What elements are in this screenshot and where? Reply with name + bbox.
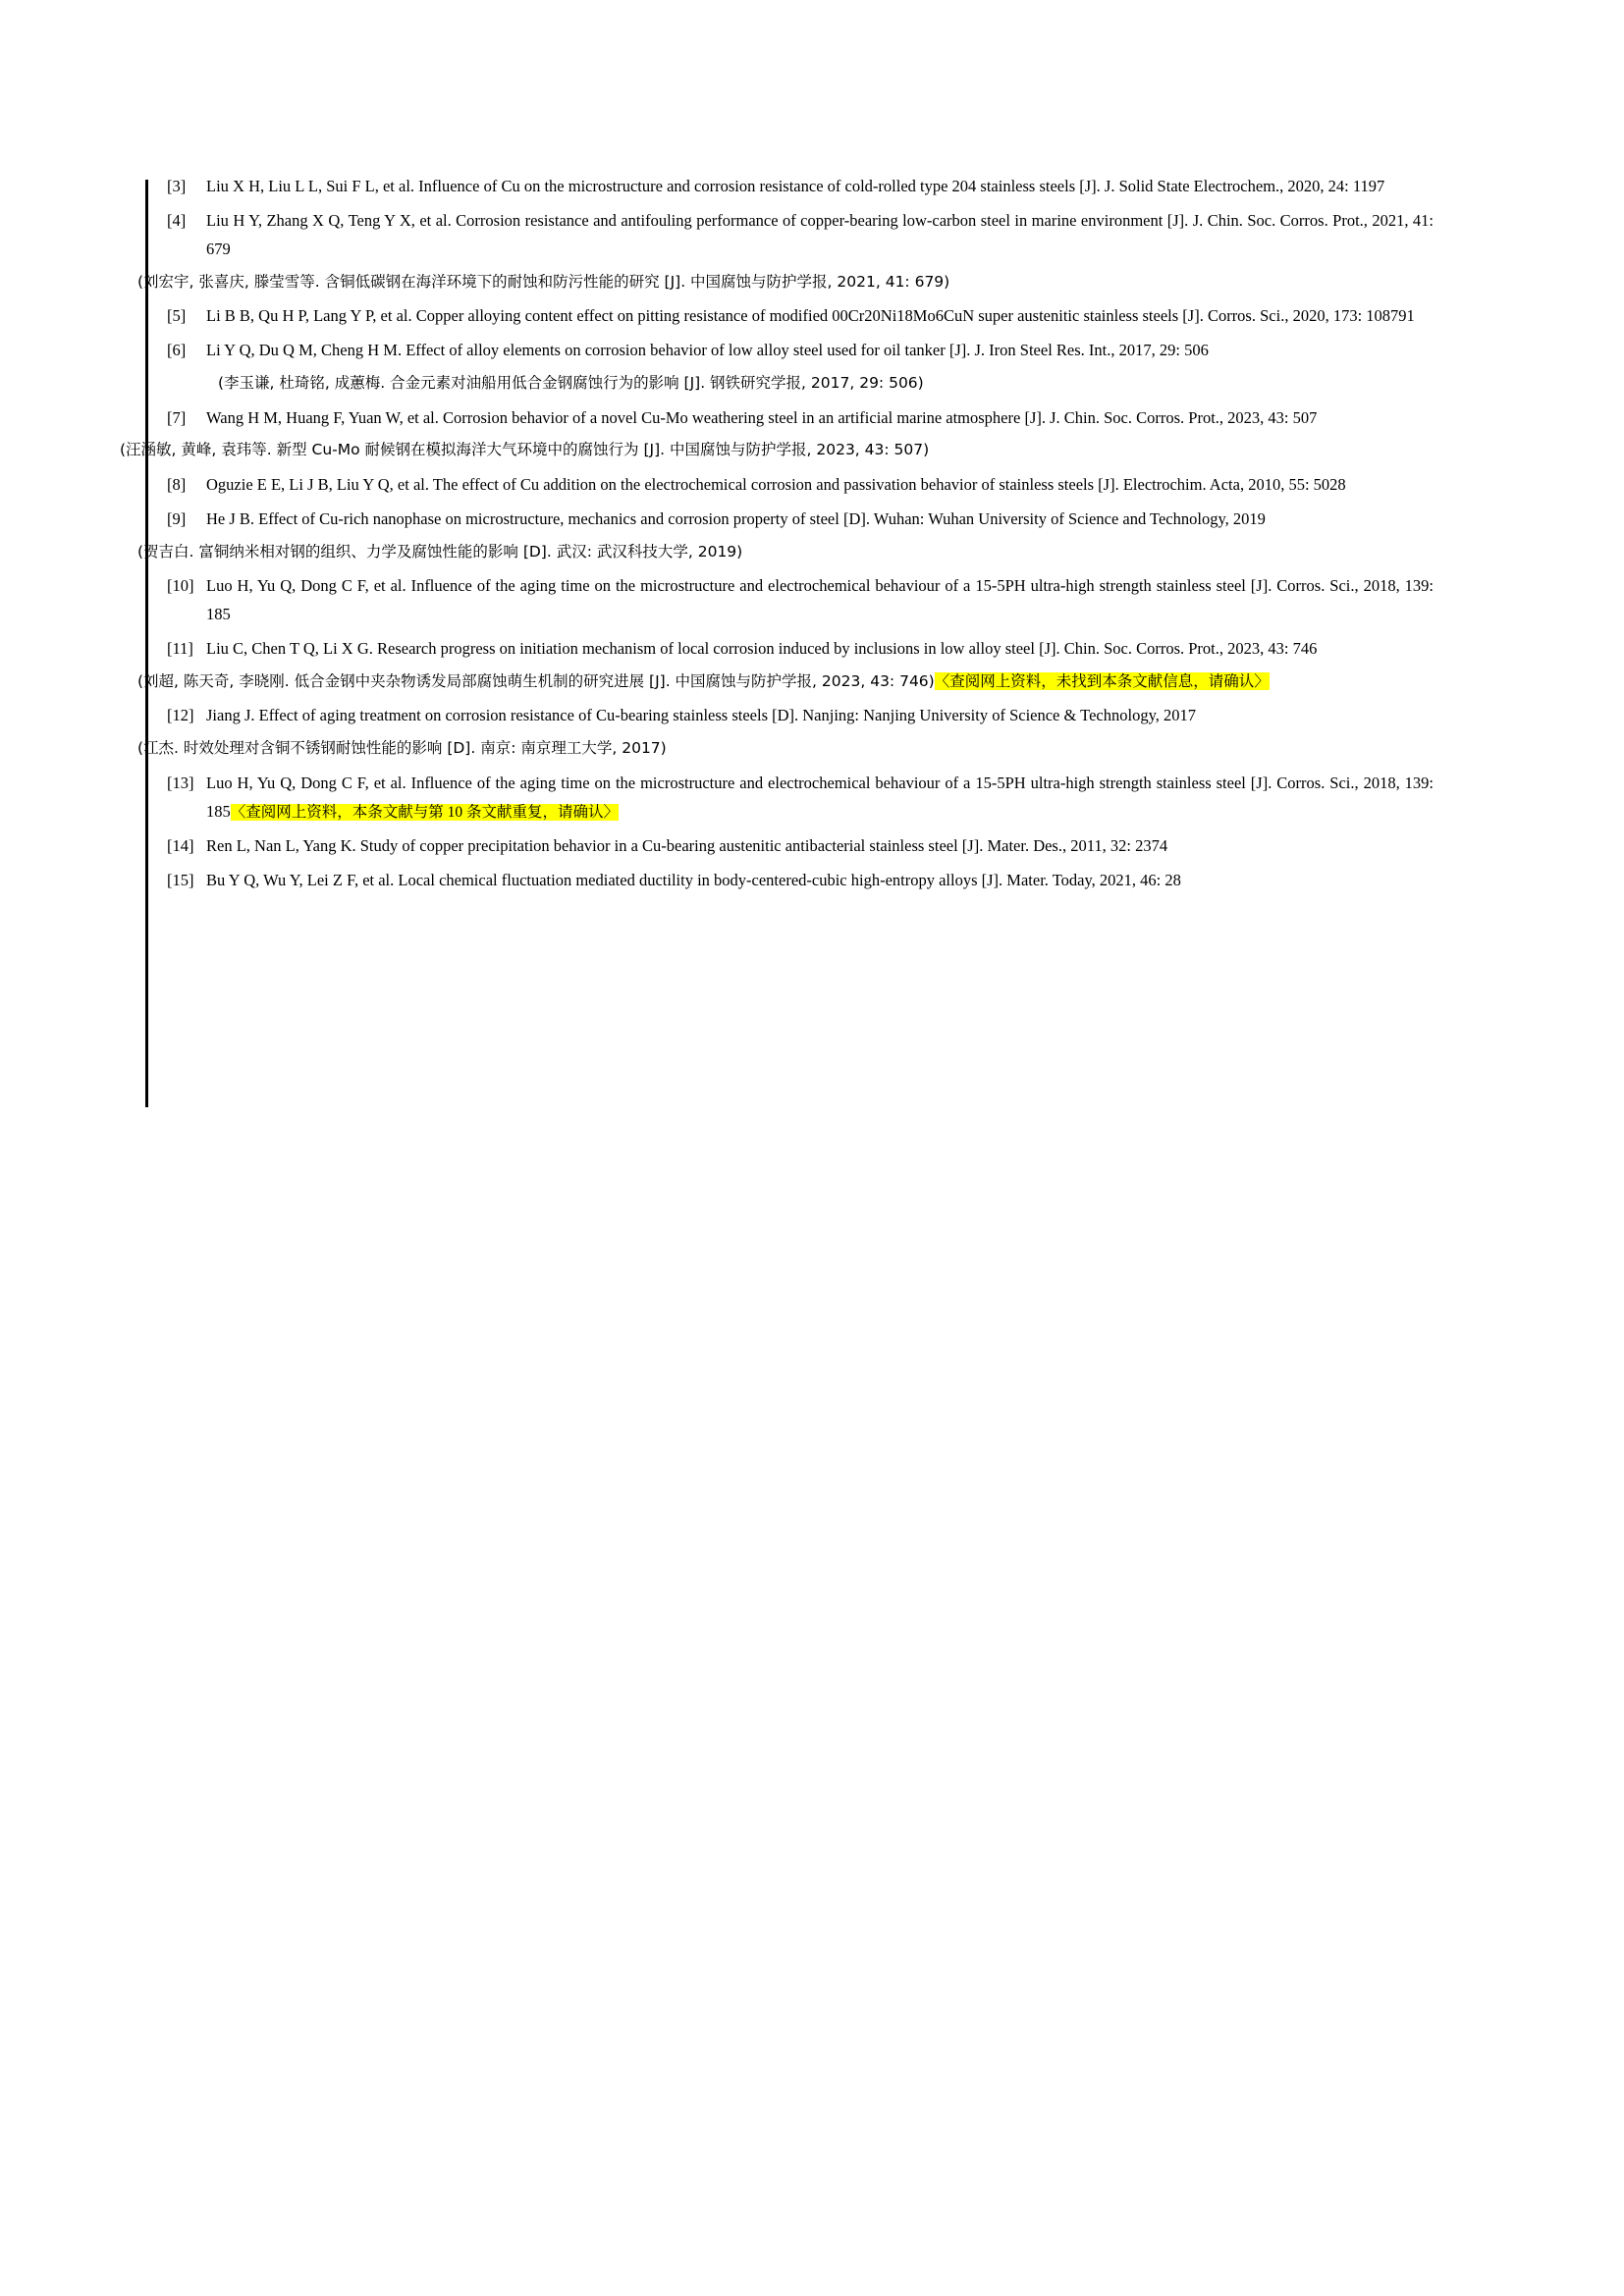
page-bottom-spacer xyxy=(147,900,1434,939)
reference-number: [6] xyxy=(167,341,187,360)
reference-entry xyxy=(147,403,1434,432)
reference-list xyxy=(120,172,1434,939)
reference-text: Bu Y Q, Wu Y, Lei Z F, et al. Local chemical fluctuation mediated ductility in body-centered-cubic high-entropy alloys [J]. Mater. Today, 2021, 46: 28 xyxy=(206,870,1181,889)
reference-entry xyxy=(147,769,1434,827)
reference-text: (刘宏宇, 张喜庆, 滕莹雪等. 含铜低碳钢在海洋环境下的耐蚀和防污性能的研究 [J]. 中国腐蚀与防护学报, 2021, 41: 679) xyxy=(137,273,950,292)
reference-number: [3] xyxy=(167,177,187,195)
reference-text: Liu X H, Liu L L, Sui F L, et al. Influence of Cu on the microstructure and corrosion resistance of cold-rolled type 204 stainless steels [J]. J. Solid State Electrochem., 2020, 24: 1197 xyxy=(206,177,1385,195)
reference-entry xyxy=(147,571,1434,629)
reference-entry-chinese xyxy=(137,735,1434,763)
reference-entry xyxy=(147,866,1434,894)
reference-text: Oguzie E E, Li J B, Liu Y Q, et al. The effect of Cu addition on the electrochemical corrosion and passivation behavior of stainless steels [J]. Electrochim. Acta, 2010, 55: 5028 xyxy=(206,474,1346,494)
reference-text: (李玉谦, 杜琦铭, 成蕙梅. 合金元素对油船用低合金钢腐蚀行为的影响 [J]. 钢铁研究学报, 2017, 29: 506) xyxy=(218,374,924,393)
reference-entry xyxy=(147,336,1434,364)
reference-number: [12] xyxy=(167,706,194,725)
reference-entry xyxy=(147,206,1434,264)
reference-entry-chinese xyxy=(120,437,1434,464)
reference-text: Luo H, Yu Q, Dong C F, et al. Influence of the aging time on the microstructure and electrochemical behaviour of a 15-5PH ultra-high strength stainless steel [J]. Corros. Sci., 2018, 139: 185 xyxy=(206,773,1434,822)
reference-text: (刘超, 陈天奇, 李晓刚. 低合金钢中夹杂物诱发局部腐蚀萌生机制的研究进展 [J]. 中国腐蚀与防护学报, 2023, 43: 746) xyxy=(137,672,935,691)
reference-number: [4] xyxy=(167,210,187,230)
reference-entry xyxy=(147,172,1434,200)
reference-entry-chinese xyxy=(147,370,1434,398)
reference-entry xyxy=(147,634,1434,663)
reference-text: (汪涵敏, 黄峰, 袁玮等. 新型 Cu-Mo 耐候钢在模拟海洋大气环境中的腐蚀行为 [J]. 中国腐蚀与防护学报, 2023, 43: 507) xyxy=(120,441,930,459)
reference-text: (贺吉白. 富铜纳米相对钢的组织、力学及腐蚀性能的影响 [D]. 武汉: 武汉科技大学, 2019) xyxy=(137,542,743,561)
reference-text: Li Y Q, Du Q M, Cheng H M. Effect of alloy elements on corrosion behavior of low alloy steel used for oil tanker [J]. J. Iron Steel Res. Int., 2017, 29: 506 xyxy=(206,341,1209,360)
reference-number: [15] xyxy=(167,870,194,889)
reference-text: Liu C, Chen T Q, Li X G. Research progress on initiation mechanism of local corrosion induced by inclusions in low alloy steel [J]. Chin. Soc. Corros. Prot., 2023, 43: 746 xyxy=(206,639,1318,659)
reference-entry xyxy=(147,831,1434,860)
reference-number: [14] xyxy=(167,836,194,856)
reference-entry-chinese xyxy=(137,539,1434,566)
reference-number: [7] xyxy=(167,407,187,427)
editor-comment-highlight: 〈查阅网上资料，本条文献与第 10 条文献重复，请确认〉 xyxy=(230,804,620,822)
reference-text: Li B B, Qu H P, Lang Y P, et al. Copper alloying content effect on pitting resistance of modified 00Cr20Ni18Mo6CuN super austenitic stainless steels [J]. Corros. Sci., 2020, 173: 108791 xyxy=(206,306,1415,326)
reference-text: Ren L, Nan L, Yang K. Study of copper precipitation behavior in a Cu-bearing austenitic antibacterial stainless steel [J]. Mater. Des., 2011, 32: 2374 xyxy=(206,836,1168,856)
reference-entry xyxy=(147,505,1434,533)
reference-text: Luo H, Yu Q, Dong C F, et al. Influence of the aging time on the microstructure and electrochemical behaviour of a 15-5PH ultra-high strength stainless steel [J]. Corros. Sci., 2018, 139: 185 xyxy=(206,575,1434,624)
reference-text: (江杰. 时效处理对含铜不锈钢耐蚀性能的影响 [D]. 南京: 南京理工大学, 2017) xyxy=(137,739,667,758)
reference-entry xyxy=(147,701,1434,729)
reference-number: [9] xyxy=(167,508,187,528)
reference-text: Liu H Y, Zhang X Q, Teng Y X, et al. Corrosion resistance and antifouling performance of copper-bearing low-carbon steel in marine environment [J]. J. Chin. Soc. Corros. Prot., 2021, 41: 679 xyxy=(206,210,1434,259)
reference-entry xyxy=(147,470,1434,499)
editor-comment-highlight: 〈查阅网上资料，未找到本条文献信息，请确认〉 xyxy=(934,672,1270,691)
reference-text: He J B. Effect of Cu-rich nanophase on microstructure, mechanics and corrosion property of steel [D]. Wuhan: Wuhan University of Science and Technology, 2019 xyxy=(206,508,1266,528)
reference-entry xyxy=(147,301,1434,330)
reference-entry-chinese xyxy=(137,668,1434,696)
reference-text: Wang H M, Huang F, Yuan W, et al. Corrosion behavior of a novel Cu-Mo weathering steel in an artificial marine atmosphere [J]. J. Chin. Soc. Corros. Prot., 2023, 43: 507 xyxy=(206,407,1318,427)
reference-text: Jiang J. Effect of aging treatment on corrosion resistance of Cu-bearing stainless steels [D]. Nanjing: Nanjing University of Science & Technology, 2017 xyxy=(206,706,1196,725)
reference-number: [8] xyxy=(167,474,187,494)
reference-number: [13] xyxy=(167,773,194,792)
reference-number: [11] xyxy=(167,639,193,659)
reference-number: [10] xyxy=(167,575,194,595)
reference-number: [5] xyxy=(167,306,187,326)
reference-entry-chinese xyxy=(137,269,1434,296)
